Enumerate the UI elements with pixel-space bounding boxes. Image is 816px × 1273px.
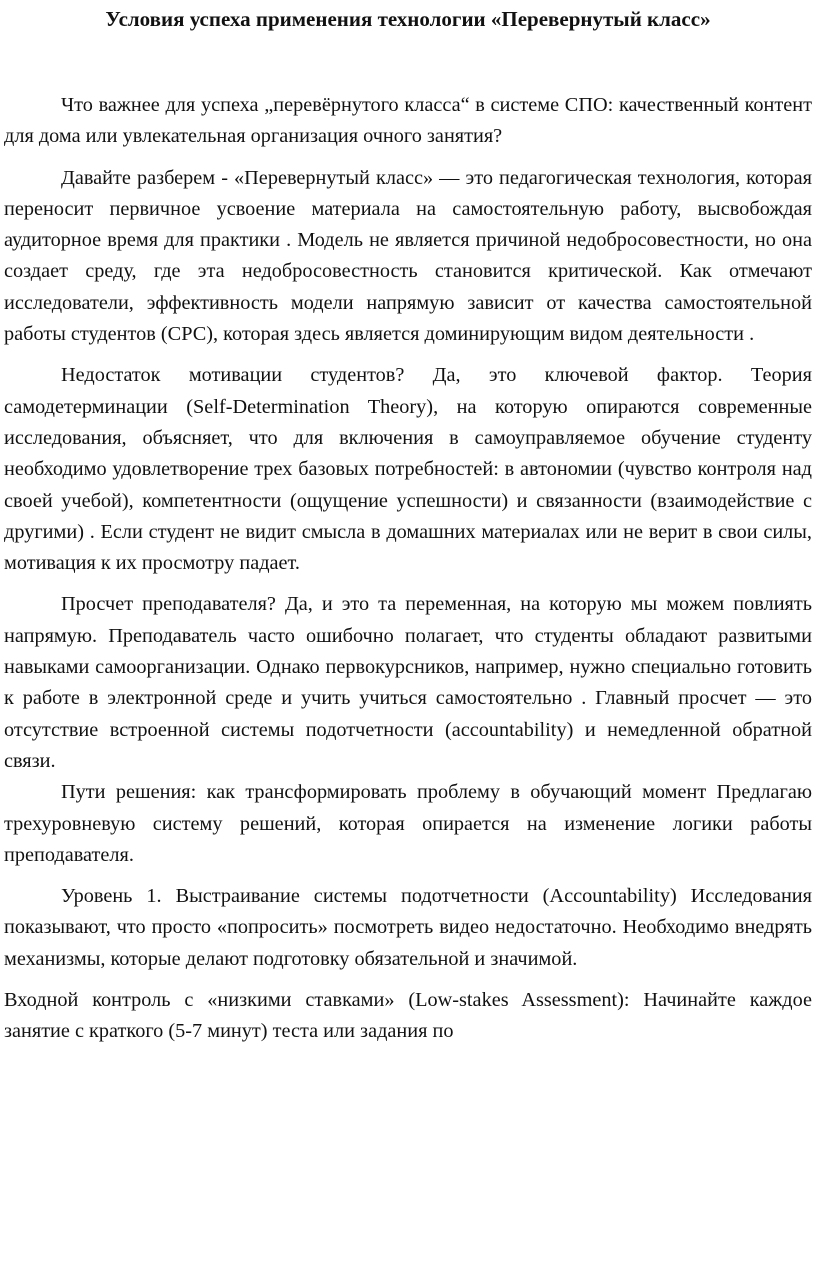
paragraph-low-stakes: Входной контроль с «низкими ставками» (Low-stakes Assessment): Начинайте каждое занятие с краткого (5-7 минут) теста или задания по [4,989,812,1043]
paragraph-level-1: Уровень 1. Выстраивание системы подотчетности (Accountability) Исследования показывают, что просто «попросить» посмотреть видео недостаточно. Необходимо внедрять механизмы, которые делают подготовку обязательной и значимой. [4,885,812,970]
paragraph-motivation: Недостаток мотивации студентов? Да, это ключевой фактор. Теория самодетерминации (Self-Determination Theory), на которую опираются современные исследования, объясняет, что для включения в самоуправляемое обучение студенту необходимо удовлетворение трех базовых потребностей: в автономии (чувство контроля над своей учебой), компетентности (ощущение успешности) и связанности (взаимодействие с другими) . Если студент не видит смысла в домашних материалах или не верит в свои силы, мотивация к их просмотру падает. [4,364,812,575]
paragraph-solutions: Пути решения: как трансформировать проблему в обучающий момент Предлагаю трехуровневую систему решений, которая опирается на изменение логики работы преподавателя. [4,781,812,866]
paragraph-teacher-mistake: Просчет преподавателя? Да, и это та переменная, на которую мы можем повлиять напрямую. Преподаватель часто ошибочно полагает, что студенты обладают развитыми навыками самоорганизации. Однако первокурсников, например, нужно специально готовить к работе в электронной среде и учить учиться самостоятельно . Главный просчет — это отсутствие встроенной системы подотчетности (accountability) и немедленной обратной связи. [4,593,812,772]
paragraph-definition: Давайте разберем - «Перевернутый класс» — это педагогическая технология, которая переносит первичное усвоение материала на самостоятельную работу, высвобождая аудиторное время для практики . Модель не является причиной недобросовестности, но она создает среду, где эта недобросовестность становится критической. Как отмечают исследователи, эффективность модели напрямую зависит от качества самостоятельной работы студентов (СРС), которая здесь является доминирующим видом деятельности . [4,166,812,346]
paragraph-question: Что важнее для успеха „перевёрнутого класса“ в системе СПО: качественный контент для дома или увлекательная организация очного занятия? [4,94,812,148]
document-body [4,90,812,1048]
document-title: Условия успеха применения технологии «Перевернутый класс» [105,7,711,31]
